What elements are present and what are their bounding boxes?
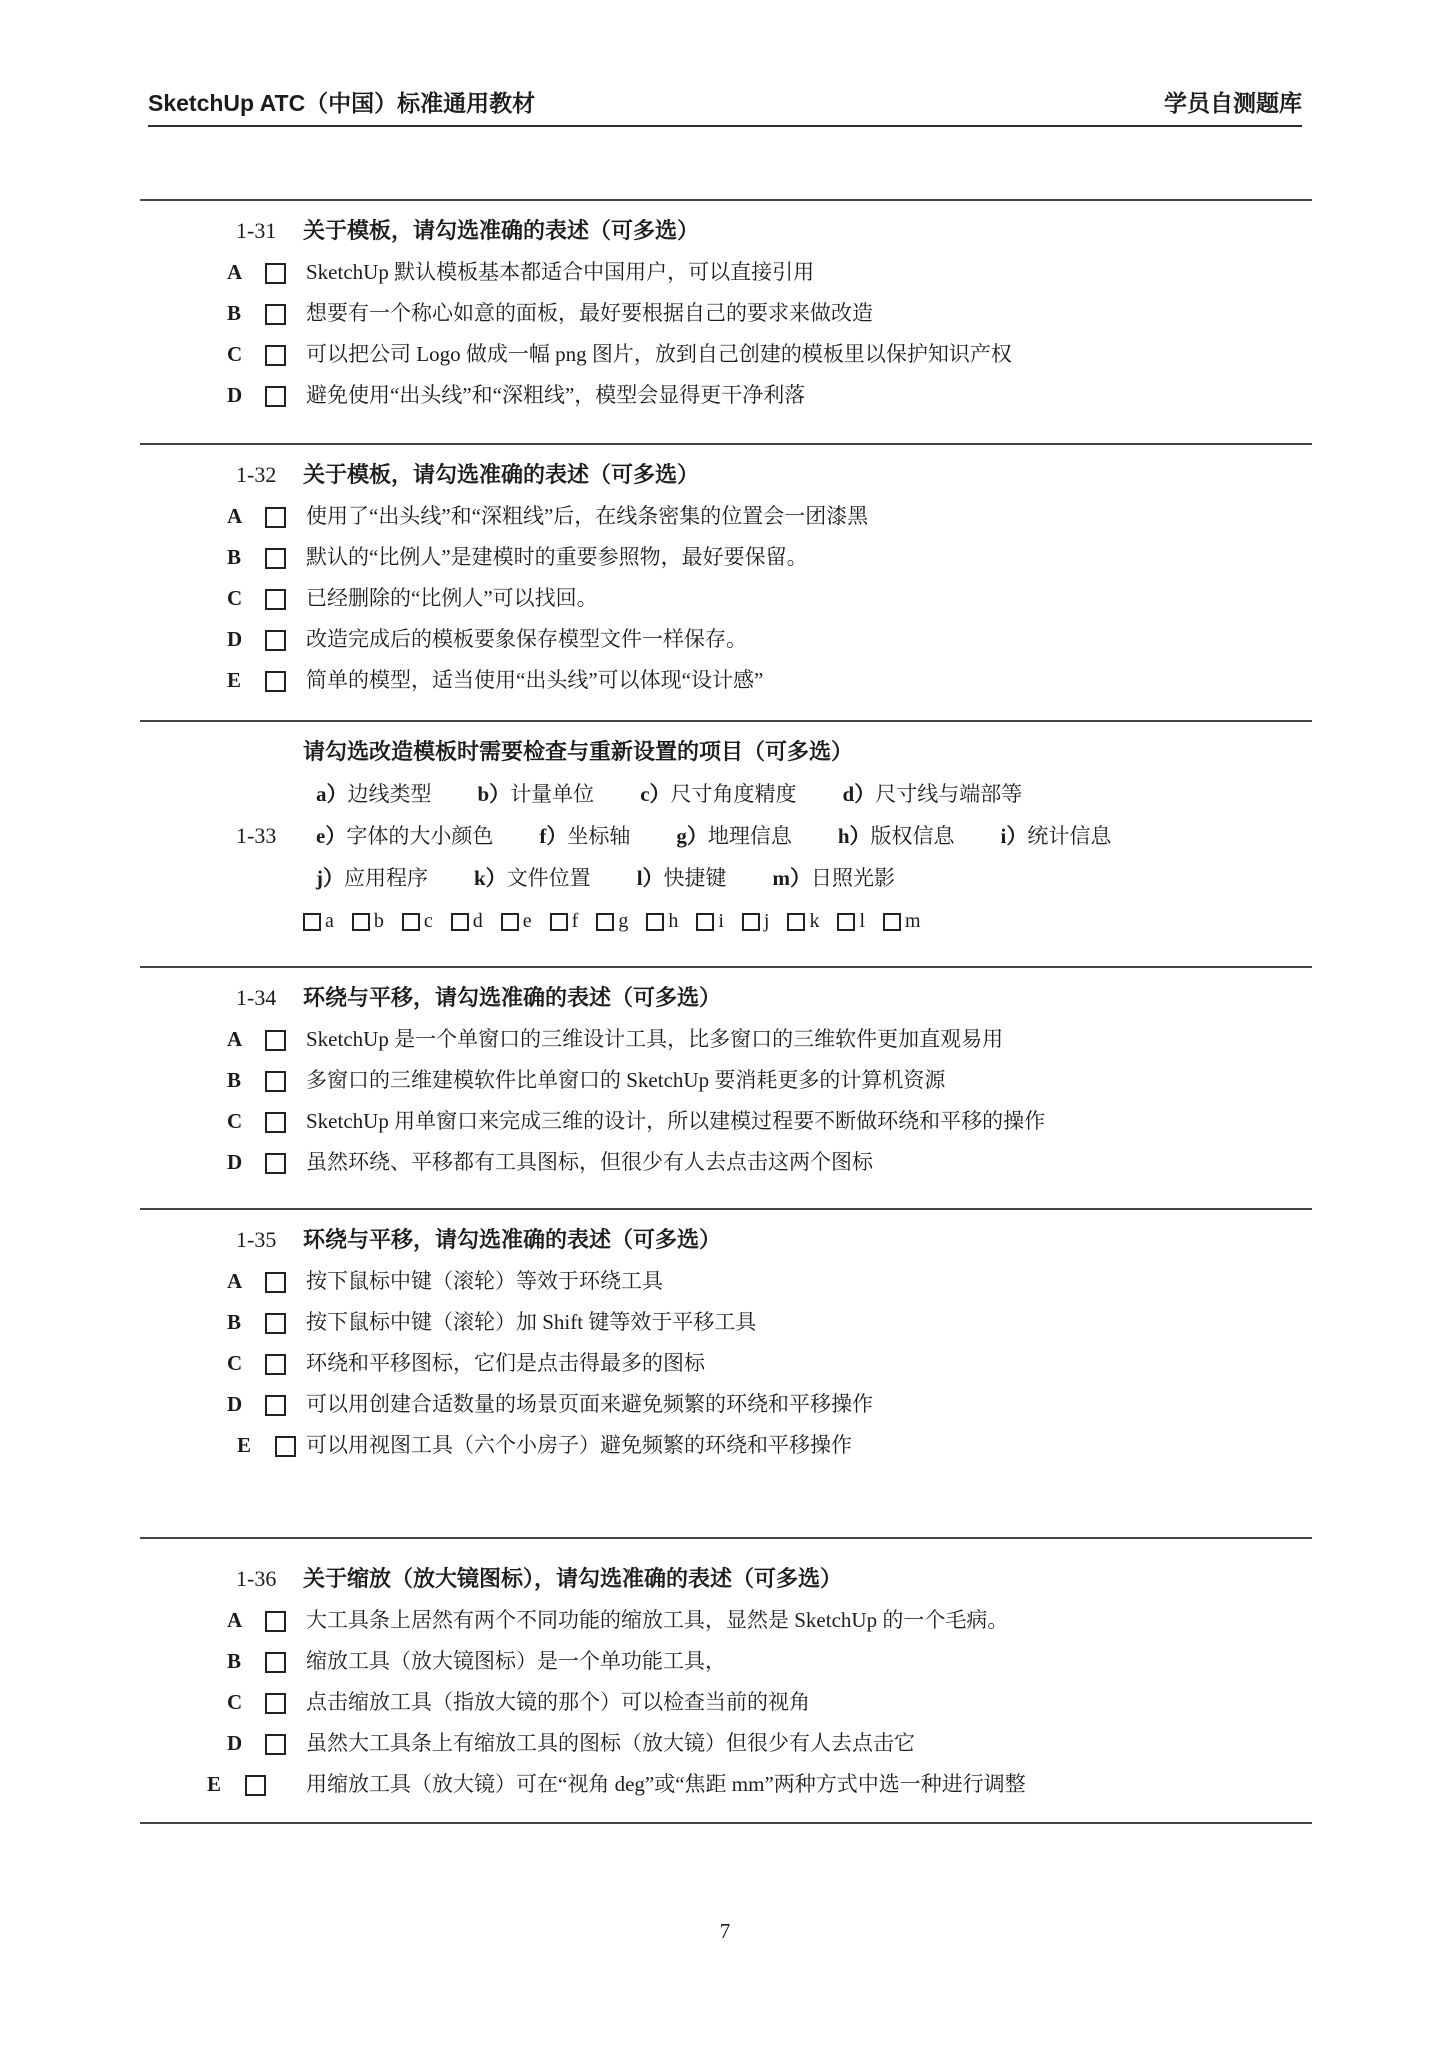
checkbox-cell-c: c xyxy=(402,908,433,934)
item-line xyxy=(316,822,1312,850)
item-b: b）计量单位 xyxy=(477,782,595,806)
option-row xyxy=(140,341,1312,368)
option-checkbox[interactable] xyxy=(265,1395,286,1416)
option-letter: A xyxy=(227,1269,243,1293)
question-1-34 xyxy=(140,966,1312,1208)
option-row xyxy=(140,1309,1312,1336)
item-checkbox[interactable] xyxy=(883,913,901,931)
option-checkbox[interactable] xyxy=(265,1693,286,1714)
option-letter: B xyxy=(227,1068,242,1092)
question-title-row xyxy=(140,445,1312,489)
option-row xyxy=(140,1730,1312,1757)
option-checkbox[interactable] xyxy=(265,263,286,284)
checkbox-cell-k: k xyxy=(787,908,819,934)
option-row xyxy=(140,300,1312,327)
option-checkbox[interactable] xyxy=(265,1652,286,1673)
option-checkbox[interactable] xyxy=(265,1611,286,1632)
item-a: a）边线类型 xyxy=(316,782,432,806)
option-row xyxy=(140,1771,1312,1798)
question-1-36 xyxy=(140,1537,1312,1822)
question-title: 环绕与平移，请勾选准确的表述（可多选） xyxy=(303,985,722,1010)
option-letter: A xyxy=(227,504,243,528)
option-letter: C xyxy=(227,1351,243,1375)
option-checkbox[interactable] xyxy=(265,386,286,407)
option-text: 改造完成后的模板要象保存模型文件一样保存。 xyxy=(306,627,747,651)
option-text: SketchUp 默认模板基本都适合中国用户，可以直接引用 xyxy=(306,260,815,284)
option-row xyxy=(140,1350,1312,1377)
option-letter: B xyxy=(227,301,242,325)
option-row xyxy=(140,1026,1312,1053)
question-body xyxy=(303,722,1312,934)
item-d: d）尺寸线与端部等 xyxy=(842,782,1023,806)
question-number: 1-31 xyxy=(236,218,277,243)
option-row xyxy=(140,1648,1312,1675)
option-checkbox[interactable] xyxy=(265,1354,286,1375)
question-title-row xyxy=(140,201,1312,245)
option-text: 可以用创建合适数量的场景页面来避免频繁的环绕和平移操作 xyxy=(306,1392,873,1416)
option-letter: D xyxy=(227,1731,243,1755)
section-divider xyxy=(140,1822,1312,1824)
option-checkbox[interactable] xyxy=(265,1272,286,1293)
item-checkbox[interactable] xyxy=(696,913,714,931)
checkbox-cell-e: e xyxy=(501,908,532,934)
option-letter: A xyxy=(227,260,243,284)
item-checkbox[interactable] xyxy=(303,913,321,931)
item-checkbox[interactable] xyxy=(837,913,855,931)
item-j: j）应用程序 xyxy=(316,866,428,890)
option-checkbox[interactable] xyxy=(265,1313,286,1334)
option-row xyxy=(140,1108,1312,1135)
option-letter: C xyxy=(227,342,243,366)
option-checkbox[interactable] xyxy=(265,345,286,366)
option-letter: A xyxy=(227,1027,243,1051)
item-l: l）快捷键 xyxy=(636,866,727,890)
checkbox-cell-d: d xyxy=(451,908,483,934)
checkbox-cell-m: m xyxy=(883,908,921,934)
option-checkbox[interactable] xyxy=(265,548,286,569)
item-k: k）文件位置 xyxy=(474,866,591,890)
option-letter: E xyxy=(227,668,242,692)
checkbox-cell-f: f xyxy=(550,908,579,934)
option-letter: B xyxy=(227,1310,242,1334)
page-number: 7 xyxy=(719,1919,731,1943)
option-checkbox[interactable] xyxy=(265,1734,286,1755)
option-text: 默认的“比例人”是建模时的重要参照物，最好要保留。 xyxy=(306,545,808,569)
option-letter: E xyxy=(207,1772,222,1796)
page-footer xyxy=(0,1917,1450,1945)
question-title: 关于缩放（放大镜图标），请勾选准确的表述（可多选） xyxy=(303,1566,843,1591)
item-checkbox[interactable] xyxy=(402,913,420,931)
option-checkbox[interactable] xyxy=(265,1071,286,1092)
option-text: 虽然环绕、平移都有工具图标，但很少有人去点击这两个图标 xyxy=(306,1150,873,1174)
option-checkbox[interactable] xyxy=(265,671,286,692)
option-row xyxy=(140,503,1312,530)
item-h: h）版权信息 xyxy=(837,824,955,848)
option-text: 按下鼠标中键（滚轮）加 Shift 键等效于平移工具 xyxy=(306,1310,757,1334)
option-text: 避免使用“出头线”和“深粗线”，模型会显得更干净利落 xyxy=(306,383,806,407)
item-i: i）统计信息 xyxy=(1000,824,1112,848)
item-checkbox[interactable] xyxy=(646,913,664,931)
option-letter: D xyxy=(227,1150,243,1174)
question-title: 关于模板，请勾选准确的表述（可多选） xyxy=(303,218,700,243)
item-f: f）坐标轴 xyxy=(539,824,631,848)
item-checkbox[interactable] xyxy=(742,913,760,931)
item-m: m）日照光影 xyxy=(772,866,896,890)
option-letter: C xyxy=(227,586,243,610)
option-row xyxy=(140,382,1312,409)
option-letter: D xyxy=(227,1392,243,1416)
option-letter: C xyxy=(227,1690,243,1714)
option-checkbox[interactable] xyxy=(265,630,286,651)
question-1-33 xyxy=(140,720,1312,966)
option-row xyxy=(140,544,1312,571)
option-text: 想要有一个称心如意的面板，最好要根据自己的要求来做改造 xyxy=(306,301,873,325)
option-checkbox[interactable] xyxy=(265,1030,286,1051)
option-letter: A xyxy=(227,1608,243,1632)
option-text: SketchUp 是一个单窗口的三维设计工具，比多窗口的三维软件更加直观易用 xyxy=(306,1027,1004,1051)
question-number: 1-36 xyxy=(236,1566,277,1591)
item-checkbox[interactable] xyxy=(501,913,519,931)
option-text: 可以用视图工具（六个小房子）避免频繁的环绕和平移操作 xyxy=(306,1433,852,1457)
option-text: 用缩放工具（放大镜）可在“视角 deg”或“焦距 mm”两种方式中选一种进行调整 xyxy=(306,1772,1026,1796)
item-checkbox[interactable] xyxy=(787,913,805,931)
item-checkbox[interactable] xyxy=(352,913,370,931)
option-text: 可以把公司 Logo 做成一幅 png 图片，放到自己创建的模板里以保护知识产权 xyxy=(306,342,1012,366)
question-list xyxy=(140,199,1312,1824)
option-checkbox[interactable] xyxy=(265,304,286,325)
checkbox-row xyxy=(303,908,1312,934)
option-checkbox[interactable] xyxy=(265,507,286,528)
item-g: g）地理信息 xyxy=(676,824,792,848)
option-text: 点击缩放工具（指放大镜的那个）可以检查当前的视角 xyxy=(306,1690,810,1714)
option-checkbox[interactable] xyxy=(265,589,286,610)
option-checkbox[interactable] xyxy=(275,1436,296,1457)
option-checkbox[interactable] xyxy=(265,1153,286,1174)
option-text: 已经删除的“比例人”可以找回。 xyxy=(306,586,598,610)
item-line xyxy=(316,780,1312,808)
question-number: 1-33 xyxy=(236,823,277,848)
question-title-row xyxy=(140,1210,1312,1254)
item-checkbox[interactable] xyxy=(550,913,568,931)
option-text: 缩放工具（放大镜图标）是一个单功能工具， xyxy=(306,1649,726,1673)
checkbox-cell-g: g xyxy=(596,908,628,934)
question-number: 1-32 xyxy=(236,462,277,487)
checkbox-cell-a: a xyxy=(303,908,334,934)
checkbox-cell-i: i xyxy=(696,908,724,934)
question-1-32 xyxy=(140,443,1312,720)
option-text: 大工具条上居然有两个不同功能的缩放工具，显然是 SketchUp 的一个毛病。 xyxy=(306,1608,1009,1632)
option-row xyxy=(140,667,1312,694)
option-text: 环绕和平移图标，它们是点击得最多的图标 xyxy=(306,1351,705,1375)
checkbox-cell-h: h xyxy=(646,908,678,934)
item-checkbox[interactable] xyxy=(596,913,614,931)
option-row xyxy=(140,1432,1312,1459)
option-letter: D xyxy=(227,627,243,651)
option-text: 按下鼠标中键（滚轮）等效于环绕工具 xyxy=(306,1269,663,1293)
option-checkbox[interactable] xyxy=(265,1112,286,1133)
option-row xyxy=(140,585,1312,612)
option-row xyxy=(140,259,1312,286)
option-row xyxy=(140,626,1312,653)
option-row xyxy=(140,1689,1312,1716)
option-letter: B xyxy=(227,1649,242,1673)
option-text: 简单的模型，适当使用“出头线”可以体现“设计感” xyxy=(306,668,764,692)
option-text: 使用了“出头线”和“深粗线”后，在线条密集的位置会一团漆黑 xyxy=(306,504,869,528)
option-row xyxy=(140,1149,1312,1176)
header-left-title: SketchUp ATC（中国）标准通用教材 xyxy=(148,90,536,116)
checkbox-cell-j: j xyxy=(742,908,770,934)
question-title-row xyxy=(140,968,1312,1012)
question-1-31 xyxy=(140,199,1312,443)
item-line xyxy=(316,864,1312,892)
option-text: SketchUp 用单窗口来完成三维的设计，所以建模过程要不断做环绕和平移的操作 xyxy=(306,1109,1046,1133)
question-title: 关于模板，请勾选准确的表述（可多选） xyxy=(303,462,700,487)
option-row xyxy=(140,1268,1312,1295)
option-text: 虽然大工具条上有缩放工具的图标（放大镜）但很少有人去点击它 xyxy=(306,1731,915,1755)
option-row xyxy=(140,1391,1312,1418)
item-e: e）字体的大小颜色 xyxy=(316,824,494,848)
option-letter: B xyxy=(227,545,242,569)
option-letter: E xyxy=(237,1433,252,1457)
question-title-row xyxy=(140,1539,1312,1593)
question-1-35 xyxy=(140,1208,1312,1537)
checkbox-cell-l: l xyxy=(837,908,865,934)
option-text: 多窗口的三维建模软件比单窗口的 SketchUp 要消耗更多的计算机资源 xyxy=(306,1068,946,1092)
option-checkbox[interactable] xyxy=(245,1775,266,1796)
page-header xyxy=(148,90,1302,127)
option-letter: C xyxy=(227,1109,243,1133)
option-row xyxy=(140,1067,1312,1094)
option-row xyxy=(140,1607,1312,1634)
question-title: 请勾选改造模板时需要检查与重新设置的项目（可多选） xyxy=(303,739,854,764)
question-number: 1-34 xyxy=(236,985,277,1010)
item-c: c）尺寸角度精度 xyxy=(640,782,797,806)
question-number: 1-35 xyxy=(236,1227,277,1252)
option-letter: D xyxy=(227,383,243,407)
question-title: 环绕与平移，请勾选准确的表述（可多选） xyxy=(303,1227,722,1252)
header-right-title: 学员自测题库 xyxy=(1164,90,1302,116)
item-checkbox[interactable] xyxy=(451,913,469,931)
checkbox-cell-b: b xyxy=(352,908,384,934)
